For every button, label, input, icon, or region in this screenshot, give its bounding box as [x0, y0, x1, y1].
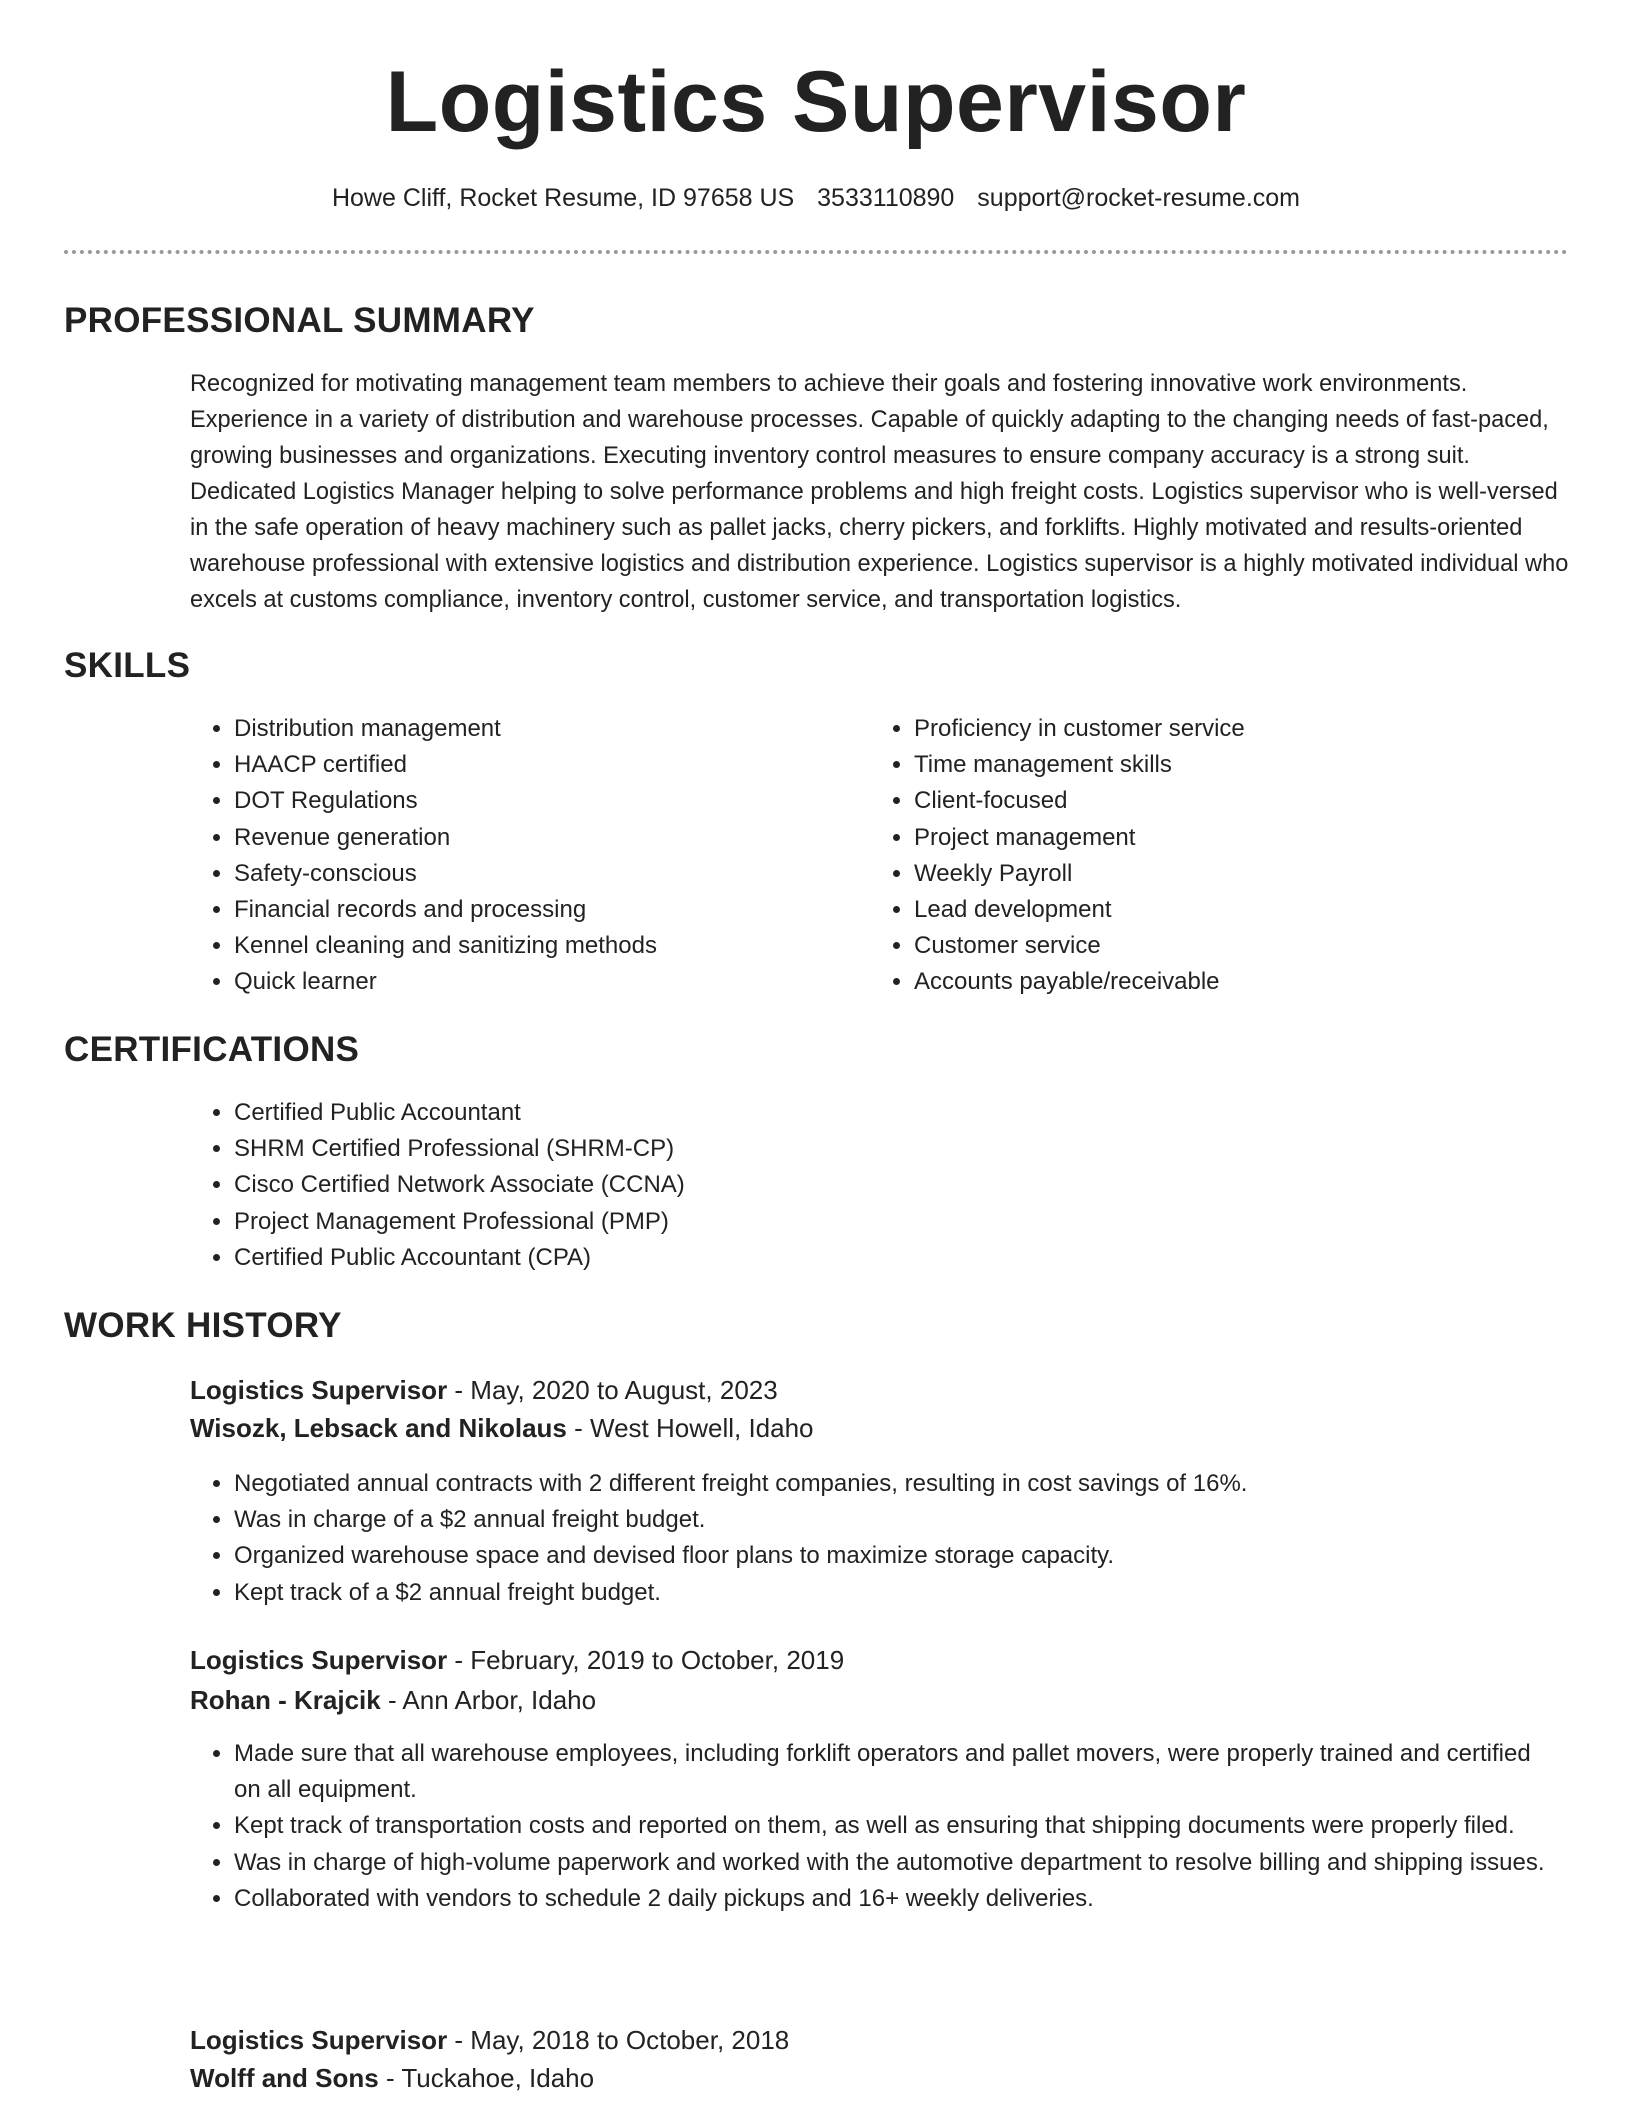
certifications-list	[190, 1095, 1614, 1276]
list-item: • Quick learner	[234, 964, 854, 1000]
list-item: • Kept track of transportation costs and reported on them, as well as ensuring that shipping documents were properly filed.	[234, 1808, 1564, 1844]
list-item: • Kept track of a $2 annual freight budget.	[234, 1575, 1614, 1611]
job-title: Logistics Supervisor	[190, 1645, 448, 1675]
job-title-line	[190, 1642, 844, 1678]
list-item: • Customer service	[914, 928, 1574, 964]
summary-heading: PROFESSIONAL SUMMARY	[64, 301, 535, 340]
job-location: - Ann Arbor, Idaho	[380, 1685, 597, 1715]
job-company-line	[190, 1410, 814, 1446]
list-item: • Proficiency in customer service	[914, 711, 1574, 747]
list-item: • Time management skills	[914, 747, 1574, 783]
work-history-heading: WORK HISTORY	[64, 1306, 342, 1345]
list-item: • Revenue generation	[234, 820, 854, 856]
certifications-heading: CERTIFICATIONS	[64, 1030, 360, 1069]
list-item: • Was in charge of a $2 annual freight budget.	[234, 1502, 1614, 1538]
list-item: • Financial records and processing	[234, 892, 854, 928]
header-divider	[64, 250, 1568, 254]
list-item: • Certified Public Accountant	[234, 1095, 1614, 1131]
contact-address: Howe Cliff, Rocket Resume, ID 97658 US	[331, 184, 795, 212]
list-item: • Weekly Payroll	[914, 856, 1574, 892]
list-item: • Safety-conscious	[234, 856, 854, 892]
job-dates: - May, 2018 to October, 2018	[447, 2025, 790, 2055]
list-item: • Certified Public Accountant (CPA)	[234, 1240, 1614, 1276]
job-title: Logistics Supervisor	[190, 2025, 448, 2055]
list-item: • Client-focused	[914, 783, 1574, 819]
job-company-line	[190, 2060, 594, 2096]
resume-name: Logistics Supervisor	[385, 54, 1247, 150]
list-item: • Cisco Certified Network Associate (CCNA)	[234, 1167, 1614, 1203]
job-bullets	[190, 1466, 1614, 1611]
job-company: Rohan - Krajcik	[190, 1685, 381, 1715]
list-item: • SHRM Certified Professional (SHRM-CP)	[234, 1131, 1614, 1167]
list-item: • HAACP certified	[234, 747, 854, 783]
job-location: - Tuckahoe, Idaho	[378, 2063, 595, 2093]
list-item: • Collaborated with vendors to schedule 2 daily pickups and 16+ weekly deliveries.	[234, 1881, 1564, 1917]
contact-line	[0, 178, 1632, 218]
job-title-line	[190, 1372, 778, 1408]
list-item: • Negotiated annual contracts with 2 different freight companies, resulting in cost savings of 16%.	[234, 1466, 1614, 1502]
job-company-line	[190, 1682, 596, 1718]
list-item: • Distribution management	[234, 711, 854, 747]
list-item: • Lead development	[914, 892, 1574, 928]
job-dates: - February, 2019 to October, 2019	[447, 1645, 845, 1675]
job-title: Logistics Supervisor	[190, 1375, 448, 1405]
list-item: • Made sure that all warehouse employees, including forklift operators and pallet movers, were properly trained and certified on all equipment.	[234, 1736, 1564, 1808]
job-company: Wisozk, Lebsack and Nikolaus	[190, 1413, 567, 1443]
list-item: • Accounts payable/receivable	[914, 964, 1574, 1000]
list-item: • Was in charge of high-volume paperwork and worked with the automotive department to resolve billing and shipping issues.	[234, 1845, 1564, 1881]
skills-list-left	[190, 711, 854, 1001]
skills-heading: SKILLS	[64, 646, 191, 685]
skills-list-right	[870, 711, 1574, 1001]
summary-text: Recognized for motivating management team members to achieve their goals and fostering innovative work environments. Experience in a variety of distribution and warehouse processes. Capable of quickly adapting to the changing needs of fast-paced, growing businesses and organizations. Executing inventory control measures to ensure company accuracy is a strong suit. Dedicated Logistics Manager helping to solve performance problems and high freight costs. Logistics supervisor who is well-versed in the safe operation of heavy machinery such as pallet jacks, cherry pickers, and forklifts. Highly motivated and results-oriented warehouse professional with extensive logistics and distribution experience. Logistics supervisor is a highly motivated individual who excels at customs compliance, inventory control, customer service, and transportation logistics.	[190, 371, 1569, 613]
list-item: • Project management	[914, 820, 1574, 856]
contact-phone: 3533110890	[817, 184, 955, 212]
list-item: • Kennel cleaning and sanitizing methods	[234, 928, 854, 964]
list-item: • DOT Regulations	[234, 783, 854, 819]
list-item: • Organized warehouse space and devised floor plans to maximize storage capacity.	[234, 1538, 1614, 1574]
contact-email: support@rocket-resume.com	[977, 184, 1301, 212]
list-item: • Project Management Professional (PMP)	[234, 1204, 1614, 1240]
job-company: Wolff and Sons	[190, 2063, 379, 2093]
job-location: - West Howell, Idaho	[566, 1413, 814, 1443]
job-bullets	[190, 1736, 1564, 1917]
job-title-line	[190, 2022, 789, 2058]
job-dates: - May, 2020 to August, 2023	[447, 1375, 778, 1405]
